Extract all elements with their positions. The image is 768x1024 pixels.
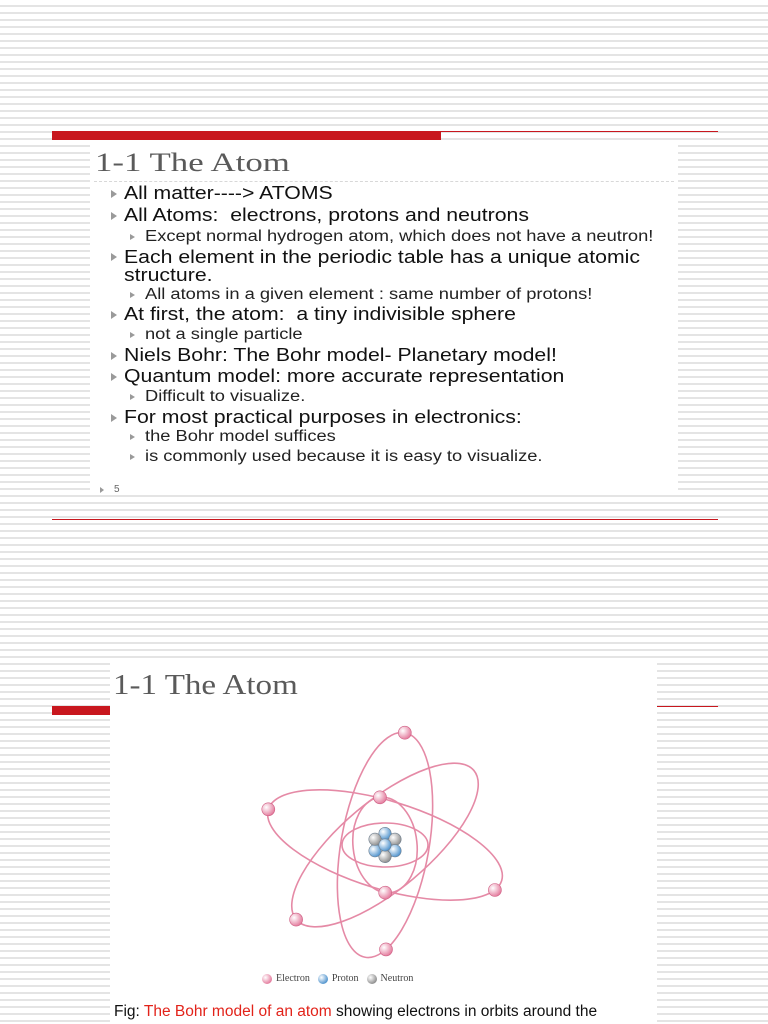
electron: [379, 886, 392, 899]
sub-bullet-item: [130, 285, 593, 305]
electron: [488, 884, 501, 897]
bullet-arrow-icon: [130, 332, 135, 338]
bullet-arrow-icon: [111, 253, 117, 261]
sub-bullet-text: Difficult to visualize.: [145, 388, 306, 405]
sub-bullet-text: not a single particle: [145, 326, 303, 343]
caption-text: showing electrons in orbits around the: [331, 1003, 598, 1020]
electron: [374, 791, 387, 804]
slide-title: 1-1 The Atom: [113, 670, 298, 701]
sub-bullet-item: [130, 325, 303, 345]
slide-1-header-bar: [52, 131, 441, 140]
bohr-atom-diagram: [110, 663, 657, 968]
legend-label: Neutron: [380, 973, 414, 984]
bullet-item: [111, 407, 522, 428]
slide-title: 1-1 The Atom: [95, 148, 290, 177]
legend-label: Electron: [276, 973, 310, 984]
electron-legend-icon: [262, 974, 272, 984]
bullet-text: Each element in the periodic table has a unique atomic structure.: [124, 247, 646, 285]
electron: [398, 726, 411, 739]
sub-bullet-text: the Bohr model suffices: [145, 428, 336, 445]
diagram-legend: [262, 972, 413, 986]
bullet-text: At first, the atom: a tiny indivisible sphere: [124, 304, 516, 324]
slide-1-header-line: [441, 131, 718, 132]
electron: [380, 943, 393, 956]
bullet-arrow-icon: [130, 292, 135, 298]
sub-bullet-text: Except normal hydrogen atom, which does not have a neutron!: [145, 228, 654, 245]
bullet-item: [111, 366, 565, 387]
neutron-legend-icon: [367, 974, 377, 984]
bullet-arrow-icon: [111, 311, 117, 319]
bullet-arrow-icon: [111, 352, 117, 360]
sub-bullet-text: All atoms in a given element : same number of protons!: [145, 286, 593, 303]
electron: [290, 913, 303, 926]
legend-label: Proton: [331, 973, 359, 984]
nucleus: [369, 827, 401, 862]
slide-2-header-line: [657, 706, 718, 707]
bullet-arrow-icon: [130, 234, 135, 240]
bullet-arrow-icon: [100, 487, 104, 493]
sub-bullet-text: is commonly used because it is easy to visualize.: [145, 448, 543, 465]
legend-item-neutron: [367, 972, 414, 986]
legend-item-proton: [318, 972, 359, 986]
slide-separator-line: [52, 519, 718, 520]
sub-bullet-item: [130, 447, 543, 467]
bullet-arrow-icon: [130, 434, 135, 440]
proton: [379, 839, 391, 851]
sub-bullet-item: [130, 227, 654, 247]
bullet-arrow-icon: [111, 190, 117, 198]
page-number-text: 5: [114, 484, 120, 495]
bullet-arrow-icon: [111, 212, 117, 220]
bullet-text: Niels Bohr: The Bohr model- Planetary model!: [124, 345, 557, 365]
bullet-item: [111, 205, 529, 226]
caption-prefix: Fig:: [114, 1003, 144, 1020]
electron: [262, 803, 275, 816]
bullet-text: Quantum model: more accurate representation: [124, 366, 565, 386]
bullet-arrow-icon: [130, 394, 135, 400]
bullet-arrow-icon: [130, 454, 135, 460]
proton-legend-icon: [318, 974, 328, 984]
bullet-item: [111, 345, 557, 366]
bullet-item: [111, 304, 516, 325]
bullet-arrow-icon: [111, 373, 117, 381]
slide-1: [90, 143, 678, 495]
slide-2: [110, 663, 657, 1024]
bullet-arrow-icon: [111, 414, 117, 422]
slide-2-header-bar: [52, 706, 110, 715]
bullet-text: All Atoms: electrons, protons and neutrons: [124, 205, 529, 225]
bullet-item: [111, 247, 646, 285]
bullet-item: [111, 183, 333, 204]
legend-item-electron: [262, 972, 310, 986]
figure-caption: [114, 1003, 597, 1021]
sub-bullet-item: [130, 427, 336, 447]
bullet-text: For most practical purposes in electronics:: [124, 407, 522, 427]
page-number: [100, 484, 120, 495]
sub-bullet-item: [130, 387, 306, 407]
bullet-text: All matter----> ATOMS: [124, 183, 333, 203]
caption-highlight: The Bohr model of an atom: [143, 1003, 332, 1020]
title-divider: [94, 181, 674, 182]
